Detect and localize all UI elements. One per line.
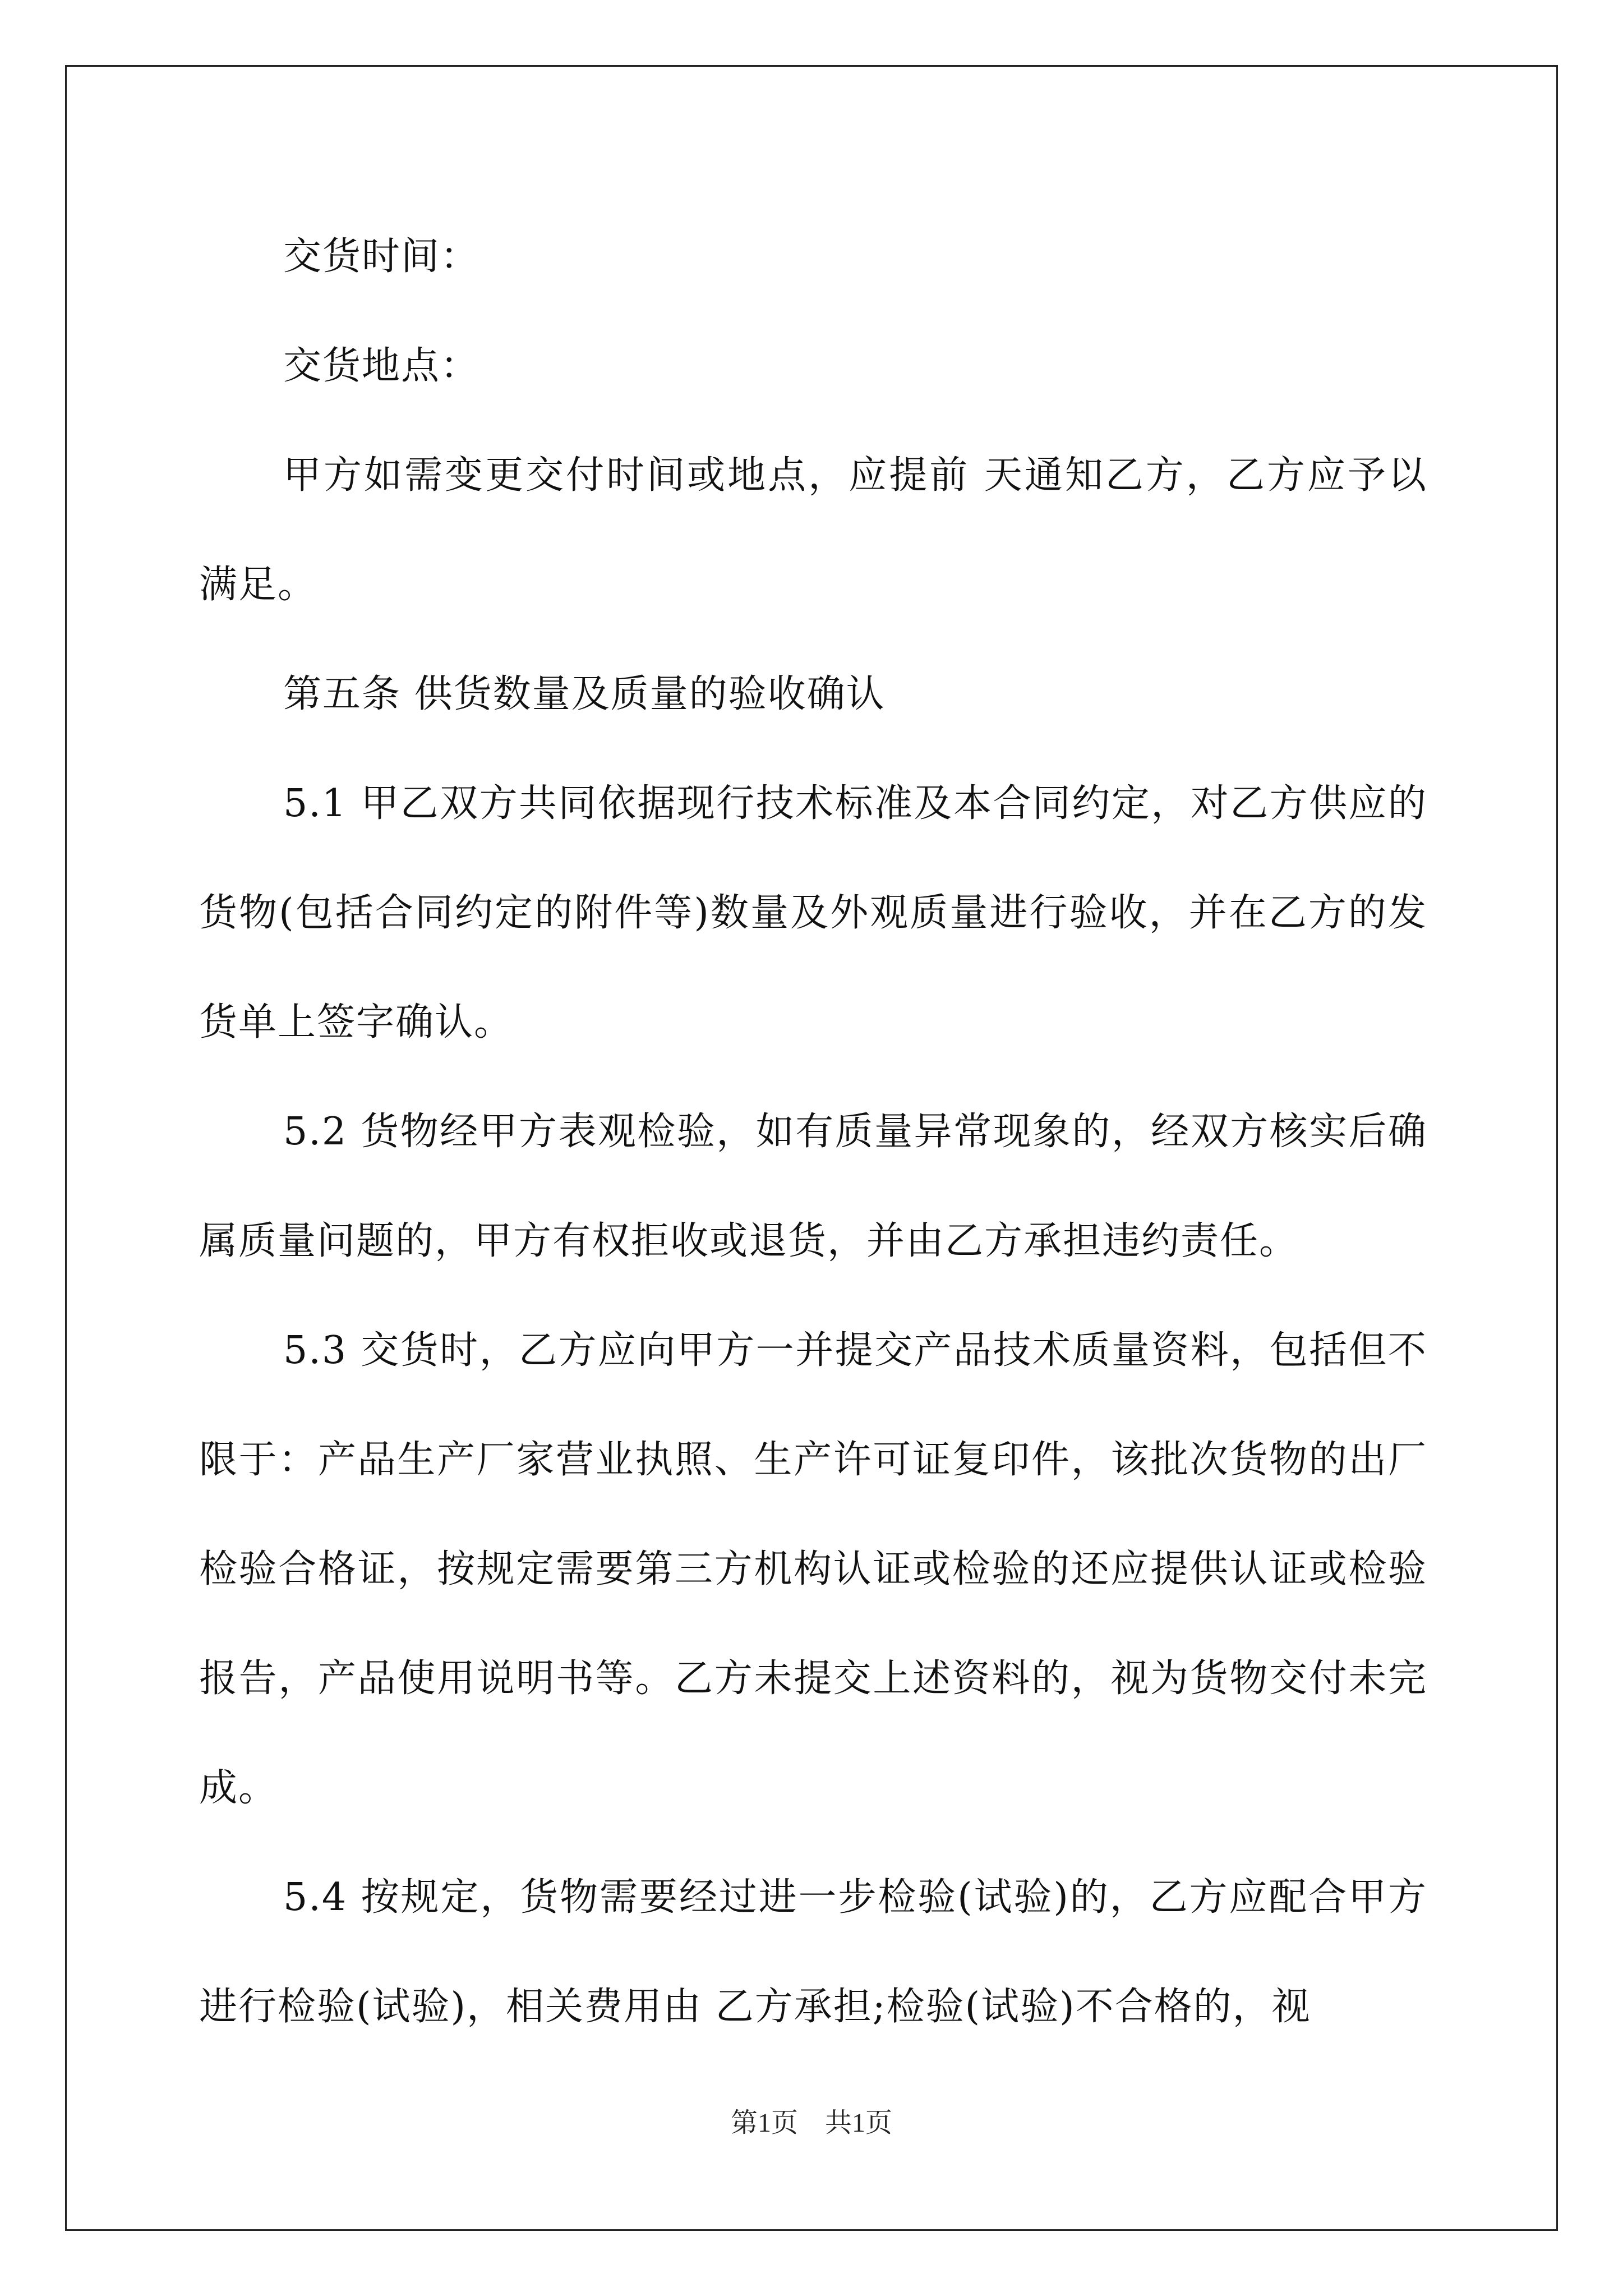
document-body <box>199 202 1427 2062</box>
paragraph-delivery-place: 交货地点： <box>283 344 480 388</box>
clause-5-3: 5.3 交货时，乙方应向甲方一并提交产品技术质量资料，包括但不限于：产品生产厂家营业执照、生产许可证复印件，该批次货物的出厂检验合格证，按规定需要第三方机构认证或检验的还应提供认证或检验报告，产品使用说明书等。乙方未提交上述资料的，视为货物交付未完成。 <box>199 1328 1427 1810</box>
section-heading-article-5: 第五条 供货数量及质量的验收确认 <box>283 672 886 716</box>
paragraph-delivery-time: 交货时间： <box>283 234 480 279</box>
page-number-footer: 第1页 共1页 <box>730 2108 892 2138</box>
clause-5-1: 5.1 甲乙双方共同依据现行技术标准及本合同约定，对乙方供应的货物(包括合同约定的附件等)数量及外观质量进行验收，并在乙方的发货单上签字确认。 <box>199 781 1427 1045</box>
clause-5-2: 5.2 货物经甲方表观检验，如有质量异常现象的，经双方核实后确属质量问题的，甲方有权拒收或退货，并由乙方承担违约责任。 <box>199 1110 1427 1263</box>
clause-5-4: 5.4 按规定，货物需要经过进一步检验(试验)的，乙方应配合甲方进行检验(试验)，相关费用由 乙方承担;检验(试验)不合格的，视 <box>199 1875 1427 2029</box>
paragraph-change-notice: 甲方如需变更交付时间或地点，应提前 天通知乙方，乙方应予以满足。 <box>199 453 1427 607</box>
